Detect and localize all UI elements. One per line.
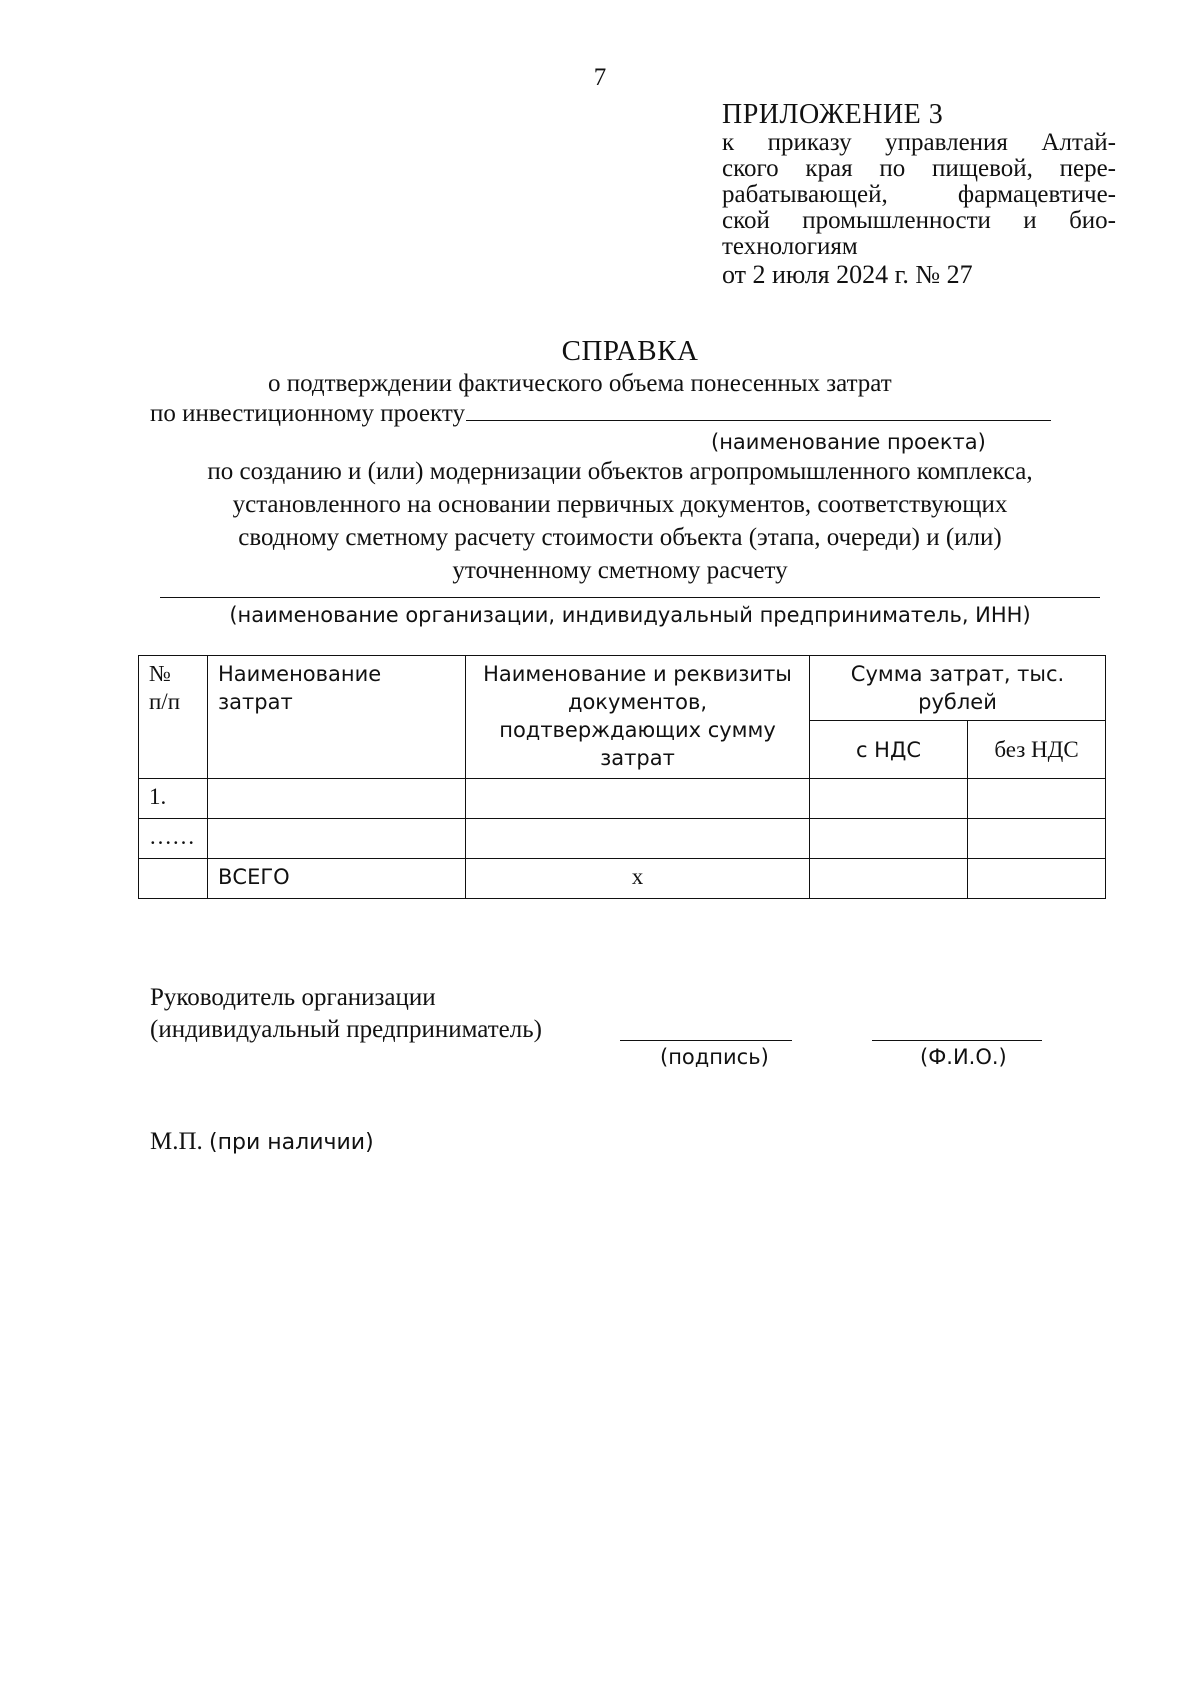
row-documents: [466, 779, 810, 819]
signature-caption: (подпись): [660, 1045, 769, 1069]
header-number: [139, 656, 208, 779]
header-number-abbr: п/п: [149, 689, 181, 714]
header-sum: Сумма затрат, тыс. рублей: [810, 656, 1106, 721]
appendix-line: рабатывающей, фармацевтиче-: [722, 181, 1116, 208]
appendix-line: технологиям: [722, 233, 858, 260]
row-number: 1.: [139, 779, 208, 819]
description-line: установленного на основании первичных документов, соответствующих: [232, 491, 1008, 518]
row-without-vat: [968, 779, 1106, 819]
project-caption: (наименование проекта): [711, 430, 986, 454]
table-row: [139, 819, 1106, 859]
table-total-row: [139, 859, 1106, 899]
name-caption: (Ф.И.О.): [920, 1045, 1007, 1069]
appendix-header: [722, 100, 1116, 290]
table-header-row: [139, 656, 1106, 721]
project-blank-line: [466, 398, 1051, 421]
signature-blank-line: [620, 1040, 792, 1041]
costs-table: [138, 655, 1106, 899]
appendix-date: от 2 июля 2024 г. № 27: [722, 260, 973, 289]
signature-block: [150, 982, 542, 1046]
total-without-vat: [968, 859, 1106, 899]
row-without-vat: [968, 819, 1106, 859]
row-cost-name: [208, 779, 466, 819]
description-line: уточненному сметному расчету: [452, 557, 788, 584]
document-title: СПРАВКА: [561, 335, 699, 367]
row-with-vat: [810, 819, 968, 859]
organization-blank-line: [160, 597, 1100, 598]
total-label: ВСЕГО: [208, 859, 466, 899]
description-line: сводному сметному расчету стоимости объекта (этапа, очереди) и (или): [238, 524, 1002, 551]
stamp-label: М.П.: [150, 1128, 203, 1155]
organization-caption: (наименование организации, индивидуальный предприниматель, ИНН): [229, 603, 1031, 627]
signature-role-alt: (индивидуальный предприниматель): [150, 1016, 542, 1043]
header-without-vat: без НДС: [968, 721, 1106, 779]
row-documents: [466, 819, 810, 859]
stamp-note: (при наличии): [209, 1130, 374, 1155]
signature-role: Руководитель организации: [150, 984, 436, 1011]
row-cost-name: [208, 819, 466, 859]
project-name-field: [150, 398, 1051, 428]
total-with-vat: [810, 859, 968, 899]
project-label: по инвестиционному проекту: [150, 400, 465, 427]
appendix-order-reference: [722, 130, 1116, 260]
row-with-vat: [810, 779, 968, 819]
row-number: ……: [139, 819, 208, 859]
appendix-title: ПРИЛОЖЕНИЕ 3: [722, 99, 944, 130]
document-description: [130, 455, 1110, 587]
header-documents: Наименование и реквизиты документов, подтверждающих сумму затрат: [466, 656, 810, 779]
appendix-line: ского края по пищевой, пере-: [722, 155, 1116, 182]
header-number-symbol: №: [149, 661, 171, 686]
header-with-vat: с НДС: [810, 721, 968, 779]
header-cost-name: Наименование затрат: [208, 656, 466, 779]
stamp-place: [150, 1128, 374, 1156]
appendix-line: ской промышленности и био-: [722, 207, 1116, 234]
table-row: [139, 779, 1106, 819]
page-number: 7: [593, 64, 607, 91]
description-line: по созданию и (или) модернизации объектов агропромышленного комплекса,: [207, 458, 1033, 485]
total-documents: x: [466, 859, 810, 899]
document-subtitle: о подтверждении фактического объема понесенных затрат: [268, 370, 892, 397]
appendix-line: к приказу управления Алтай-: [722, 129, 1116, 156]
total-number: [139, 859, 208, 899]
name-blank-line: [872, 1040, 1042, 1041]
